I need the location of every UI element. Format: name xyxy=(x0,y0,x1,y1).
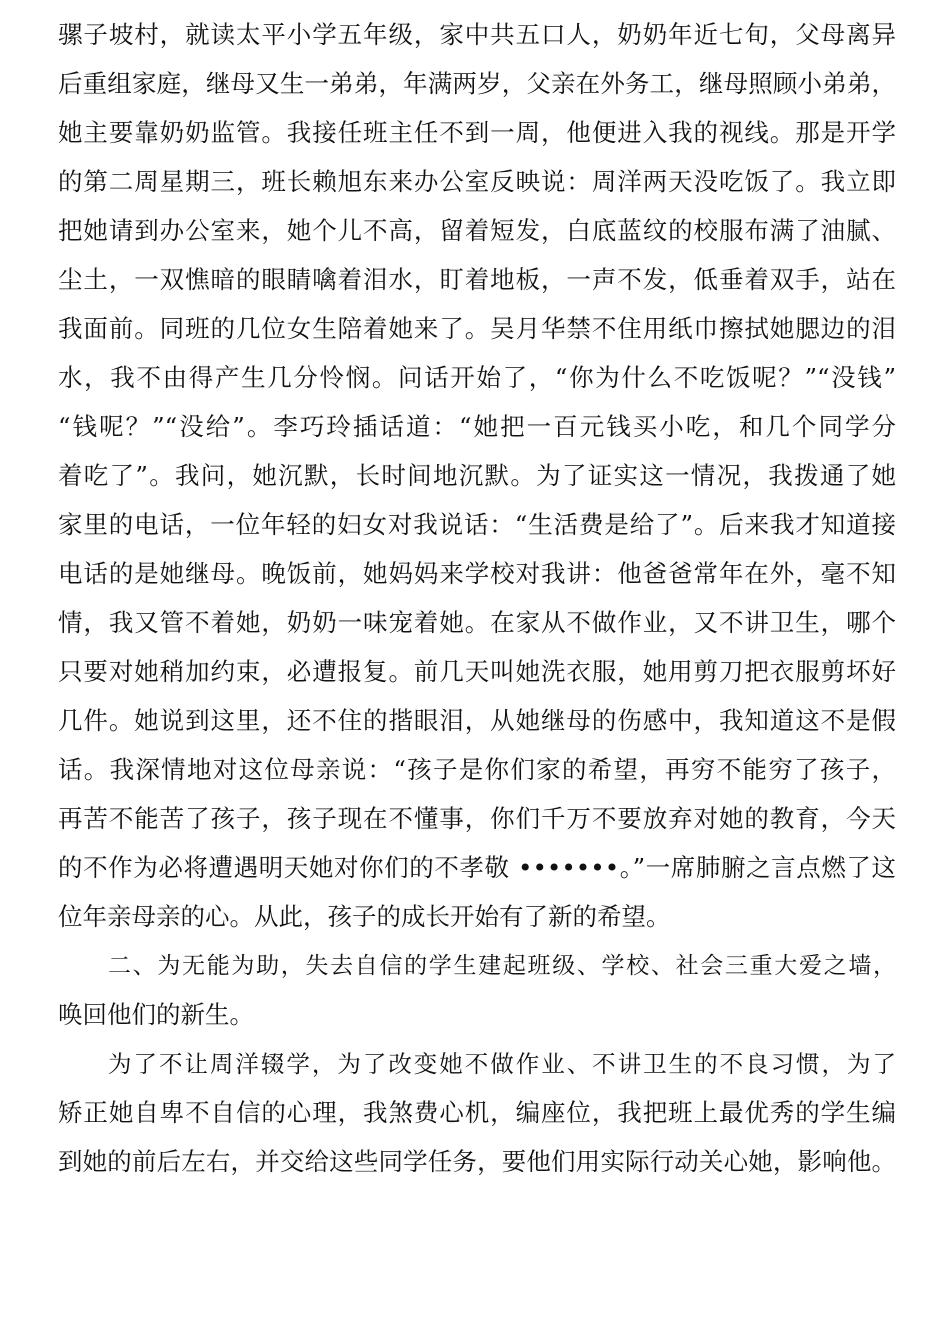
text-line: 几件。她说到这里，还不住的揩眼泪，从她继母的伤感中，我知道这不是假 xyxy=(58,706,896,735)
text-line: 电话的是她继母。晚饭前，她妈妈来学校对我讲：他爸爸常年在外，毫不知 xyxy=(58,559,896,588)
text-line: “钱呢？”“没给”。李巧玲插话道：“她把一百元钱买小吃，和几个同学分 xyxy=(58,412,896,441)
section-heading: 二、为无能为助，失去自信的学生建起班级、学校、社会三重大爱之墙， xyxy=(108,953,896,979)
section-heading-cont: 唤回他们的新生。 xyxy=(58,1000,254,1029)
text-line: 的第二周星期三，班长赖旭东来办公室反映说：周洋两天没吃饭了。我立即 xyxy=(58,167,896,196)
text-line: 的不作为必将遭遇明天她对你们的不孝敬 •••••••。”一席肺腑之言点燃了这 xyxy=(58,853,896,882)
text-line: 着吃了”。我问，她沉默，长时间地沉默。为了证实这一情况，我拨通了她 xyxy=(58,461,896,490)
text-line: 矫正她自卑不自信的心理，我煞费心机，编座位，我把班上最优秀的学生编 xyxy=(58,1098,896,1127)
text-line: 她主要靠奶奶监管。我接任班主任不到一周，他便进入我的视线。那是开学 xyxy=(58,118,896,147)
text-line: 家里的电话，一位年轻的妇女对我说话：“生活费是给了”。后来我才知道接 xyxy=(58,510,896,539)
text-line: 后重组家庭，继母又生一弟弟，年满两岁，父亲在外务工，继母照顾小弟弟， xyxy=(58,69,896,98)
text-line: 情，我又管不着她，奶奶一味宠着她。在家从不做作业，又不讲卫生，哪个 xyxy=(58,608,896,637)
text-line: 我面前。同班的几位女生陪着她来了。吴月华禁不住用纸巾擦拭她腮边的泪 xyxy=(58,314,896,343)
text-line: 为了不让周洋辍学，为了改变她不做作业、不讲卫生的不良习惯，为了 xyxy=(108,1050,896,1078)
text-line: 尘土，一双憔暗的眼睛噙着泪水，盯着地板，一声不发，低垂着双手，站在 xyxy=(58,265,896,294)
text-line: 骡子坡村，就读太平小学五年级，家中共五口人，奶奶年近七旬，父母离异 xyxy=(58,20,896,49)
text-line: 只要对她稍加约束，必遭报复。前几天叫她洗衣服，她用剪刀把衣服剪坏好 xyxy=(58,657,896,686)
text-line: 位年亲母亲的心。从此，孩子的成长开始有了新的希望。 xyxy=(58,902,671,931)
text-line: 话。我深情地对这位母亲说：“孩子是你们家的希望，再穷不能穷了孩子， xyxy=(58,755,896,784)
text-line: 把她请到办公室来，她个儿不高，留着短发，白底蓝纹的校服布满了油腻、 xyxy=(58,216,896,245)
text-line: 到她的前后左右，并交给这些同学任务，要他们用实际行动关心她，影响他。 xyxy=(58,1147,896,1176)
text-line: 再苦不能苦了孩子，孩子现在不懂事，你们千万不要放弃对她的教育，今天 xyxy=(58,804,896,833)
text-line: 水，我不由得产生几分怜悯。问话开始了，“你为什么不吃饭呢？”“没钱” xyxy=(58,363,896,392)
